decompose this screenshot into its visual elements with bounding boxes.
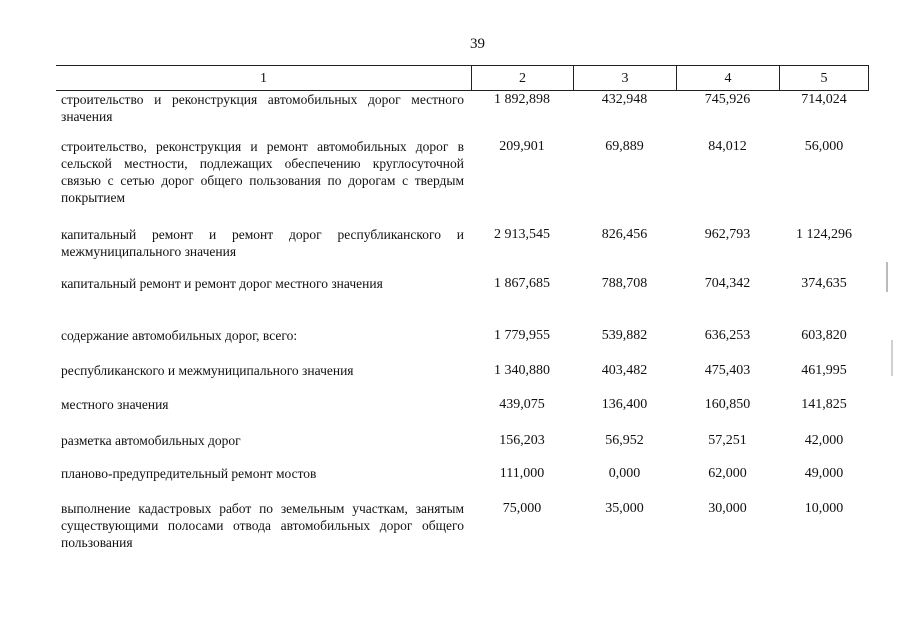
row-value-col5: 603,820 xyxy=(801,328,847,343)
scan-artifact xyxy=(891,340,893,376)
row-value-col2: 1 779,955 xyxy=(494,328,550,343)
row-value-col4: 30,000 xyxy=(708,501,747,516)
row-value-col5: 49,000 xyxy=(804,466,844,481)
row-value-col3: 788,708 xyxy=(601,276,648,291)
column-header-4: 4 xyxy=(676,66,779,90)
row-value-col2: 1 867,685 xyxy=(494,276,550,291)
row-value-col2: 111,000 xyxy=(499,466,545,481)
row-value-col3: 539,882 xyxy=(601,328,648,343)
row-value-col4: 57,251 xyxy=(708,433,747,448)
row-label: выполнение кадастровых работ по земельным участкам, занятым существующими полосами отвода автомобильных дорог общего пользования xyxy=(61,501,464,550)
row-value-col5: 714,024 xyxy=(801,92,847,107)
column-header-3: 3 xyxy=(573,66,676,90)
row-value-col3: 403,482 xyxy=(601,363,648,378)
row-value-col5: 42,000 xyxy=(804,433,844,448)
row-value-col4: 84,012 xyxy=(708,139,747,154)
row-value-col2: 439,075 xyxy=(499,397,545,412)
row-value-col5: 374,635 xyxy=(801,276,847,291)
row-label: капитальный ремонт и ремонт дорог республиканского и межмуниципального значения xyxy=(61,227,464,259)
row-value-col4: 745,926 xyxy=(704,92,751,107)
column-header-5: 5 xyxy=(779,66,869,90)
row-value-col3: 56,952 xyxy=(605,433,644,448)
row-value-col2: 209,901 xyxy=(499,139,545,154)
column-header-1: 1 xyxy=(260,71,267,86)
row-label: планово-предупредительный ремонт мостов xyxy=(61,466,317,481)
table-header-row xyxy=(56,65,869,91)
row-label: местного значения xyxy=(61,397,169,412)
page-number: 39 xyxy=(470,36,485,52)
row-label: разметка автомобильных дорог xyxy=(61,433,241,448)
row-value-col4: 636,253 xyxy=(704,328,751,343)
row-value-col4: 62,000 xyxy=(708,466,747,481)
column-header-2: 2 xyxy=(471,66,573,90)
budget-table xyxy=(56,65,869,550)
row-value-col3: 35,000 xyxy=(605,501,644,516)
row-value-col5: 10,000 xyxy=(804,501,844,516)
row-label: строительство и реконструкция автомобильных дорог местного значения xyxy=(61,92,464,124)
row-label: строительство, реконструкция и ремонт автомобильных дорог в сельской местности, подлежащих обеспечению круглосуточной связью с сетью дорог общего пользования по дорогам с твердым покрытием xyxy=(61,139,464,205)
row-value-col2: 2 913,545 xyxy=(494,227,550,242)
row-value-col2: 1 340,880 xyxy=(494,363,550,378)
row-value-col5: 461,995 xyxy=(801,363,847,378)
row-value-col3: 826,456 xyxy=(601,227,648,242)
row-value-col5: 56,000 xyxy=(804,139,844,154)
scan-artifact xyxy=(886,262,888,292)
row-value-col3: 0,000 xyxy=(608,466,641,481)
row-value-col2: 1 892,898 xyxy=(494,92,550,107)
row-value-col2: 75,000 xyxy=(502,501,542,516)
row-value-col3: 432,948 xyxy=(601,92,648,107)
row-value-col4: 475,403 xyxy=(704,363,751,378)
row-label: содержание автомобильных дорог, всего: xyxy=(61,328,298,343)
row-value-col4: 962,793 xyxy=(704,227,751,242)
row-label: республиканского и межмуниципального значения xyxy=(61,363,354,378)
row-value-col5: 1 124,296 xyxy=(796,227,852,242)
row-value-col3: 136,400 xyxy=(601,397,648,412)
row-value-col5: 141,825 xyxy=(801,397,847,412)
row-value-col4: 704,342 xyxy=(704,276,751,291)
row-value-col3: 69,889 xyxy=(605,139,644,154)
row-value-col4: 160,850 xyxy=(704,397,751,412)
row-label: капитальный ремонт и ремонт дорог местного значения xyxy=(61,276,383,291)
row-value-col2: 156,203 xyxy=(499,433,545,448)
